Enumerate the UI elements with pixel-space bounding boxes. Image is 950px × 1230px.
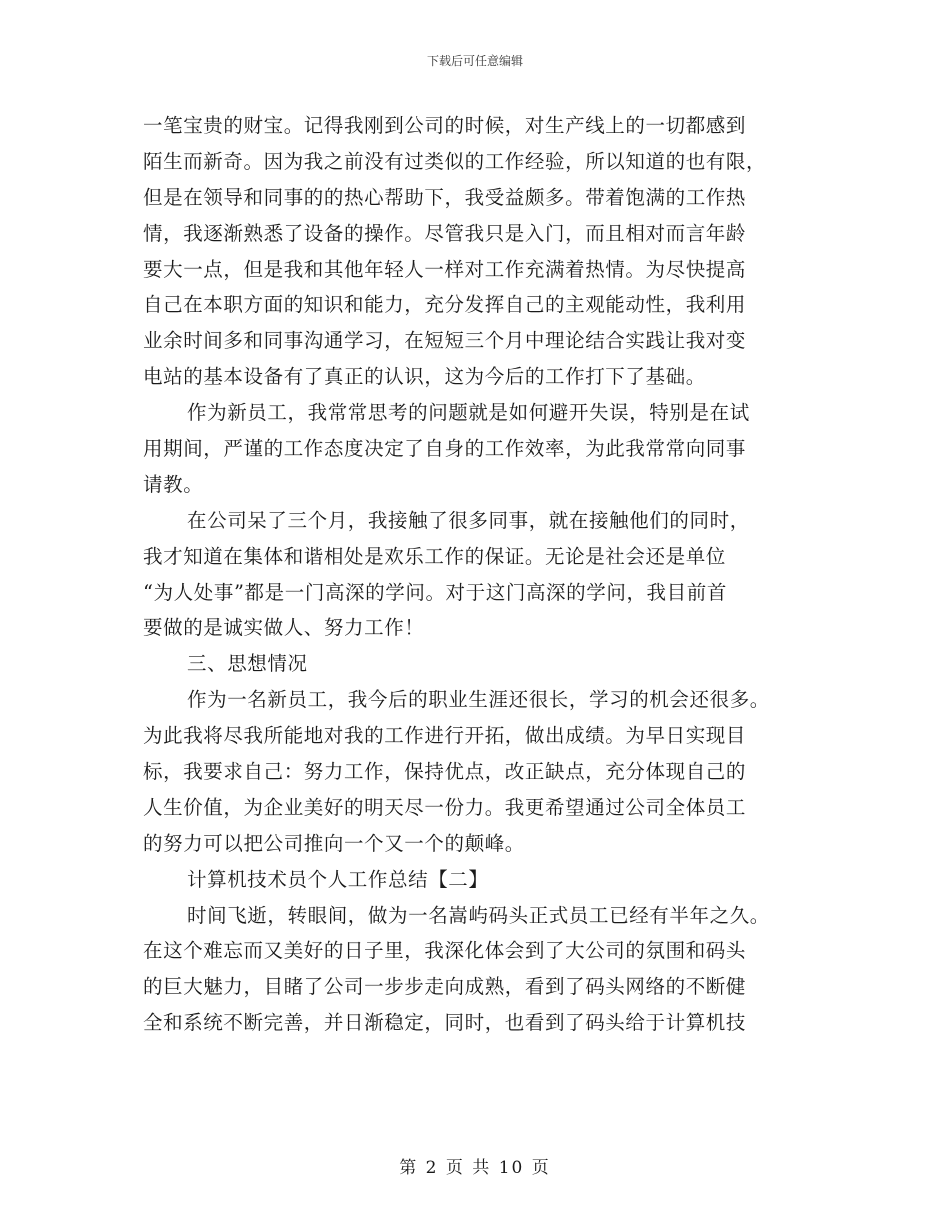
- text-line-11: 请教。: [143, 472, 204, 496]
- section-heading-summary-two: 计算机技术员个人工作总结【二】: [187, 867, 489, 891]
- text-line-8: 电站的基本设备有了真正的认识，这为今后的工作打下了基础。: [143, 365, 706, 389]
- text-line-6: 自己在本职方面的知识和能力，充分发挥自己的主观能动性，我利用: [143, 293, 747, 317]
- text-line-14: “为人处事”都是一门高深的学问。对于这门高深的学问，我目前首: [143, 580, 727, 604]
- text-line-12: 在公司呆了三个月，我接触了很多同事，就在接触他们的同时，: [187, 508, 750, 532]
- text-line-13: 我才知道在集体和谐相处是欢乐工作的保证。无论是社会还是单位: [143, 544, 726, 568]
- text-line-18: 为此我将尽我所能地对我的工作进行开拓，做出成绩。为早日实现目: [143, 724, 747, 748]
- text-line-24: 在这个难忘而又美好的日子里，我深化体会到了大公司的氛围和码头: [143, 939, 747, 963]
- text-line-3: 但是在领导和同事的的热心帮助下，我受益颇多。带着饱满的工作热: [143, 185, 747, 209]
- section-heading-thoughts: 三、思想情况: [187, 652, 308, 676]
- text-line-21: 的努力可以把公司推向一个又一个的颠峰。: [143, 831, 525, 855]
- text-line-26: 全和系统不断完善，并日渐稳定，同时，也看到了码头给于计算机技: [143, 1011, 747, 1035]
- page-number-footer: 第 2 页 共 10 页: [399, 1158, 551, 1178]
- text-line-5: 要大一点，但是我和其他年轻人一样对工作充满着热情。为尽快提高: [143, 257, 747, 281]
- text-line-20: 人生价值，为企业美好的明天尽一份力。我更希望通过公司全体员工: [143, 795, 747, 819]
- text-line-15: 要做的是诚实做人、努力工作！: [143, 616, 425, 640]
- text-line-9: 作为新员工，我常常思考的问题就是如何避开失误，特别是在试: [187, 401, 750, 425]
- page-header: 下载后可任意编辑: [426, 54, 523, 68]
- text-line-1: 一笔宝贵的财宝。记得我刚到公司的时候，对生产线上的一切都感到: [143, 114, 747, 137]
- text-line-4: 情，我逐渐熟悉了设备的操作。尽管我只是入门，而且相对而言年龄: [143, 221, 747, 245]
- text-line-7: 业余时间多和同事沟通学习，在短短三个月中理论结合实践让我对变: [143, 329, 747, 353]
- text-line-23: 时间飞逝，转眼间，做为一名嵩屿码头正式员工已经有半年之久。: [187, 903, 770, 927]
- text-line-2: 陌生而新奇。因为我之前没有过类似的工作经验，所以知道的也有限，: [143, 149, 767, 173]
- text-line-10: 用期间，严谨的工作态度决定了自身的工作效率，为此我常常向同事: [143, 437, 747, 461]
- document-body: [143, 108, 813, 1041]
- text-line-17: 作为一名新员工，我今后的职业生涯还很长，学习的机会还很多。: [187, 688, 770, 712]
- text-line-25: 的巨大魅力，目睹了公司一步步走向成熟，看到了码头网络的不断健: [143, 975, 747, 999]
- text-line-19: 标，我要求自己：努力工作，保持优点，改正缺点，充分体现自己的: [143, 760, 747, 784]
